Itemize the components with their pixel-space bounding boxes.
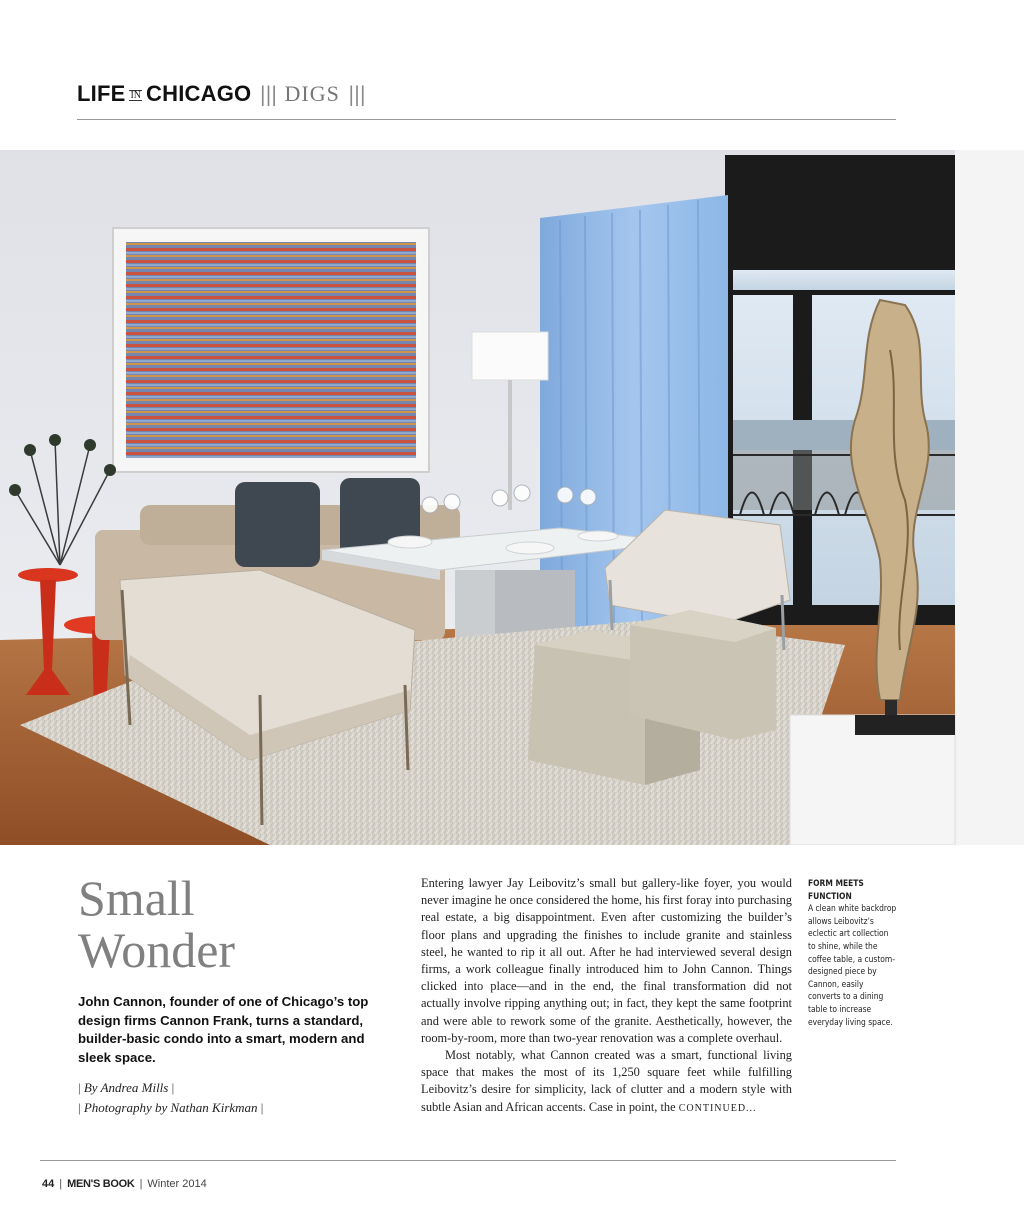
header-separator-end: ||| xyxy=(347,82,366,106)
footer-rule xyxy=(40,1160,896,1161)
paragraph-2-text: Most notably, what Cannon created was a smart, functional living space that makes the most of its 1,250 square feet while fulfilling Leibovitz’s desire for simplicity, lack of clutter and a modern style with subtle Asian and African accents. Case in point, the xyxy=(421,1048,792,1114)
header-separator: ||| xyxy=(259,82,277,106)
caption-heading: FORM MEETS FUNCTION xyxy=(808,878,864,901)
magazine-header xyxy=(77,80,896,108)
byline-photo-row: | Photography by Nathan Kirkman | xyxy=(78,1100,264,1115)
byline-photographer: Photography by Nathan Kirkman xyxy=(83,1100,258,1115)
brand-life: LIFE xyxy=(77,81,126,106)
paragraph-1: Entering lawyer Jay Leibovitz’s small but gallery-like foyer, you would never imagine he once considered the home, his first foray into purchasing real estate, a big disappointment. Even after customizing the builder’s floor plans and upgrading the finishes to include granite and stainless steel, he wanted to rip it all out. After he had interviewed several design firms, a work colleague finally introduced him to John Cannon. Things clicked into place—and in the end, the final transformation did not actually involve ripping anything out; in fact, they kept the same footprint and were able to rework some of the granite. Aesthetically, however, the room-by-room, more than two-year renovation was a complete overhaul. xyxy=(421,876,792,1045)
magazine-name: MEN'S BOOK xyxy=(67,1178,135,1190)
photo-caption xyxy=(808,877,898,1028)
article-title xyxy=(78,872,378,976)
brand-in: IN xyxy=(130,89,142,101)
footer-pipe: | xyxy=(139,1178,143,1190)
page-number: 44 xyxy=(42,1178,55,1190)
byline-author-row: | By Andrea Mills | xyxy=(78,1080,175,1095)
page-footer xyxy=(42,1176,207,1192)
title-line-2: Wonder xyxy=(78,922,236,978)
header-rule xyxy=(77,119,896,120)
issue-date: Winter 2014 xyxy=(147,1178,207,1190)
paragraph-2 xyxy=(421,1047,792,1117)
article-body xyxy=(421,875,792,1117)
brand-city: CHICAGO xyxy=(146,81,252,106)
byline-author: By Andrea Mills xyxy=(83,1080,169,1095)
caption-text: A clean white backdrop allows Leibovitz’s eclectic art collection to shine, while the coffee table, a custom-designed piece by Cannon, easily converts to a dining table to increase everyday living space. xyxy=(808,903,897,1027)
continued-link[interactable]: CONTINUED... xyxy=(678,1102,757,1114)
footer-pipe: | xyxy=(59,1178,63,1190)
title-line-1: Small xyxy=(78,870,195,926)
article-dek: John Cannon, founder of one of Chicago’s top design firms Cannon Frank, turns a standard, builder-basic condo into a smart, modern and sleek space. xyxy=(78,994,369,1065)
section-name: DIGS xyxy=(284,81,340,106)
byline xyxy=(78,1078,378,1118)
living-room-photo xyxy=(0,150,1024,845)
